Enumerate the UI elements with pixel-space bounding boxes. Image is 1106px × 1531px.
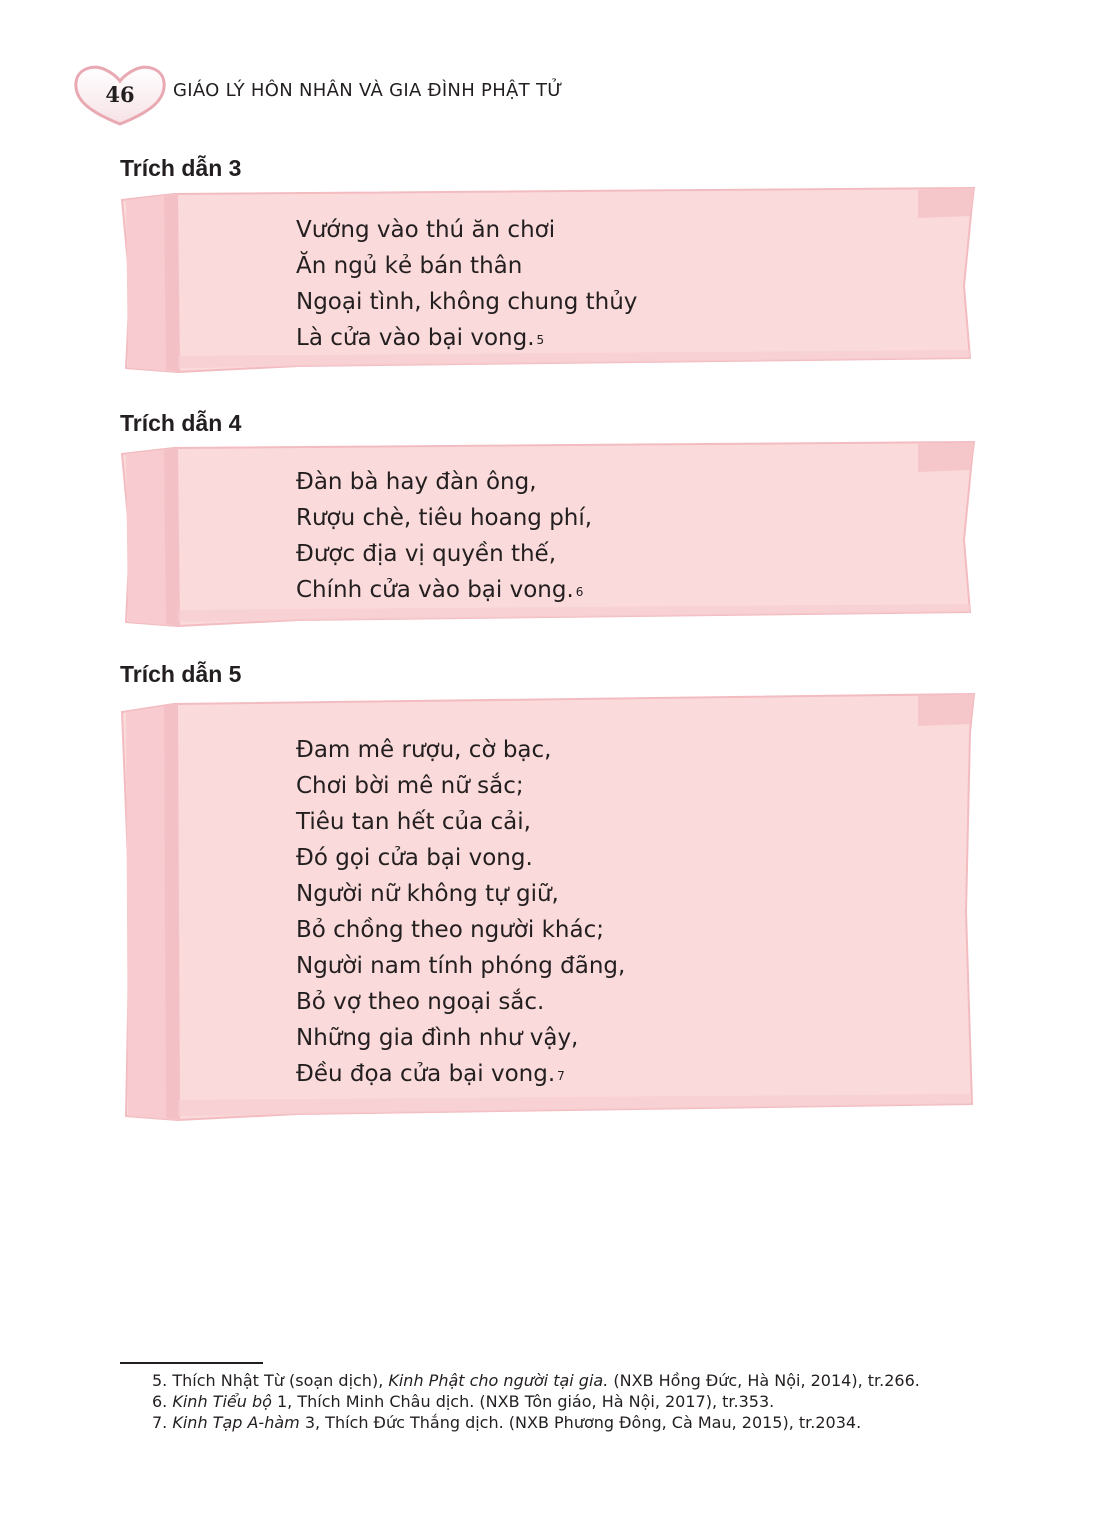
verse-quote-4 bbox=[296, 464, 592, 608]
verse-line: Bỏ chồng theo người khác; bbox=[296, 917, 604, 943]
page-number: 46 bbox=[105, 82, 135, 107]
verse-line: Đam mê rượu, cờ bạc, bbox=[296, 737, 552, 763]
verse-line: Tiêu tan hết của cải, bbox=[296, 809, 531, 835]
footnote-text: 1, Thích Minh Châu dịch. (NXB Tôn giáo, Hà Nội, 2017), tr.353. bbox=[271, 1392, 775, 1411]
verse-line: Người nữ không tự giữ, bbox=[296, 881, 559, 907]
page-header bbox=[70, 62, 770, 132]
verse-line: Được địa vị quyền thế, bbox=[296, 541, 557, 567]
verse-line: Rượu chè, tiêu hoang phí, bbox=[296, 505, 593, 531]
verse-line: Chính cửa vào bại vong. bbox=[296, 577, 574, 603]
footnote-text: (NXB Hồng Đức, Hà Nội, 2014), tr.266. bbox=[608, 1371, 920, 1390]
verse-line: Đàn bà hay đàn ông, bbox=[296, 469, 537, 495]
verse-line: Người nam tính phóng đãng, bbox=[296, 953, 626, 979]
verse-quote-3 bbox=[296, 212, 637, 356]
verse-line: Vướng vào thú ăn chơi bbox=[296, 217, 556, 243]
footnote-text: 3, Thích Đức Thắng dịch. (NXB Phương Đông, Cà Mau, 2015), tr.2034. bbox=[299, 1413, 862, 1432]
footnote-ref: 6 bbox=[575, 585, 584, 599]
verse-line: Đó gọi cửa bại vong. bbox=[296, 845, 533, 871]
footnote-ref: 7 bbox=[557, 1069, 565, 1083]
verse-line-last bbox=[296, 320, 637, 356]
verse-line: Bỏ vợ theo ngoại sắc. bbox=[296, 989, 545, 1015]
footnote-item bbox=[152, 1412, 920, 1433]
verse-line: Những gia đình như vậy, bbox=[296, 1025, 579, 1051]
footnote-title: Kinh Phật cho người tại gia. bbox=[388, 1371, 609, 1390]
footnote-title: Kinh Tiểu bộ bbox=[172, 1392, 272, 1411]
footnote-text: 7. bbox=[152, 1413, 173, 1432]
verse-line-last bbox=[296, 572, 592, 608]
verse-line: Đều đọa cửa bại vong. bbox=[296, 1061, 556, 1087]
quote-heading: Trích dẫn 5 bbox=[120, 661, 242, 687]
verse-line-last bbox=[296, 1056, 625, 1092]
footnote-divider bbox=[120, 1362, 263, 1364]
footnote-item bbox=[152, 1391, 920, 1412]
quote-heading: Trích dẫn 3 bbox=[120, 155, 242, 181]
footnote-text: 5. Thích Nhật Từ (soạn dịch), bbox=[152, 1371, 389, 1390]
quote-heading: Trích dẫn 4 bbox=[120, 410, 242, 436]
verse-line: Là cửa vào bại vong. bbox=[296, 325, 535, 351]
verse-line: Ngoại tình, không chung thủy bbox=[296, 289, 638, 315]
footnote-item bbox=[152, 1370, 920, 1391]
verse-line: Chơi bời mê nữ sắc; bbox=[296, 773, 524, 799]
footnote-ref: 5 bbox=[536, 333, 545, 347]
footnote-text: 6. bbox=[152, 1392, 173, 1411]
footnotes bbox=[152, 1370, 920, 1433]
verse-line: Ăn ngủ kẻ bán thân bbox=[296, 253, 523, 279]
verse-quote-5 bbox=[296, 732, 625, 1092]
footnote-title: Kinh Tạp A-hàm bbox=[172, 1413, 300, 1432]
running-title: GIÁO LÝ HÔN NHÂN VÀ GIA ĐÌNH PHẬT TỬ bbox=[173, 80, 564, 101]
